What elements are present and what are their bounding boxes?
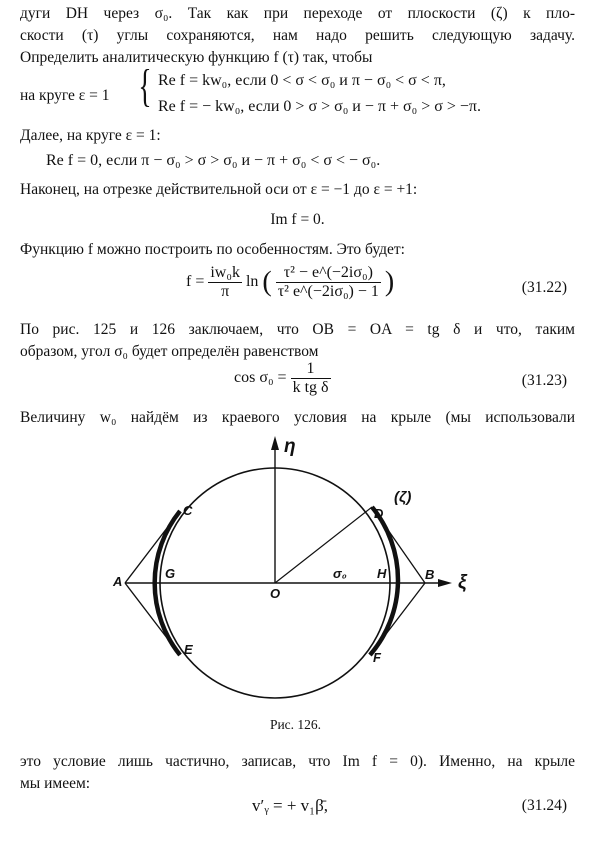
label-sigma0: σ₀	[333, 566, 347, 581]
arc-DF	[370, 507, 398, 655]
condition-im-zero: Im f = 0.	[270, 211, 325, 228]
equation-31-22	[186, 264, 394, 301]
eq23-frac-den: k tg δ	[292, 379, 329, 396]
label-E: E	[184, 642, 193, 657]
label-B: B	[425, 567, 435, 582]
label-C: C	[183, 503, 193, 518]
left-brace: {	[138, 60, 152, 111]
label-O: O	[270, 586, 281, 601]
eq22-arg-num: τ² − e^(−2iσ₀)	[276, 264, 381, 283]
text-line-9: Функцию f можно построить по особенностям. Это будет:	[20, 241, 405, 258]
label-F: F	[373, 650, 381, 665]
eq23-fraction	[291, 360, 331, 397]
text-line-1: дуги DH через σ₀. Так как при переходе от плоскости (ζ) к пло-	[20, 5, 575, 22]
label-xi: ξ	[458, 572, 467, 593]
system-prefix: на круге ε = 1	[20, 87, 110, 104]
eq23-frac-num: 1	[291, 360, 331, 379]
equation-31-24: v′ᵧ = + v₁β̄,	[252, 796, 328, 815]
eq22-arg-den: τ² e^(−2iσ₀) − 1	[277, 283, 379, 300]
figure-caption: Рис. 126.	[269, 717, 322, 732]
equation-number-31-24: (31.24)	[521, 797, 567, 814]
label-eta: η	[284, 436, 296, 457]
eq22-lhs: f =	[186, 273, 205, 291]
label-zeta: (ζ)	[394, 489, 412, 506]
condition-re-zero: Re f = 0, если π − σ₀ > σ > σ₀ и − π + σ₀ < σ < − σ₀.	[46, 152, 381, 169]
eq22-ln: ln	[245, 273, 259, 291]
radius-OD	[275, 507, 372, 583]
equation-31-23	[234, 360, 331, 397]
figure-126	[0, 430, 591, 715]
text-line-12: Величину w₀ найдём из краевого условия на крыле (мы использовали	[20, 409, 575, 426]
text-line-13: это условие лишь частично, записав, что Im f = 0). Именно, на крыле	[20, 753, 575, 770]
text-line-14: мы имеем:	[20, 775, 91, 792]
equation-number-31-22: (31.22)	[521, 279, 567, 296]
eq23-lhs: cos σ₀ =	[234, 369, 287, 387]
eta-arrow-icon	[271, 436, 279, 450]
label-D: D	[374, 506, 384, 521]
text-line-11: образом, угол σ₀ будет определён равенством	[20, 343, 319, 360]
eq22-coef-den: π	[221, 283, 230, 300]
text-line-7: Наконец, на отрезке действительной оси от ε = −1 до ε = +1:	[20, 181, 418, 198]
eq22-coefficient	[208, 264, 242, 301]
text-line-10: По рис. 125 и 126 заключаем, что OB = OA = tg δ и что, таким	[20, 321, 575, 338]
text-line-2: скости (τ) углы сохраняются, нам надо решить следующую задачу.	[20, 27, 575, 44]
eq22-argument	[276, 264, 381, 301]
text-line-5: Далее, на круге ε = 1:	[20, 127, 161, 144]
condition-a: Re f = kw₀, если 0 < σ < σ₀ и π − σ₀ < σ < π,	[158, 72, 446, 89]
label-A: A	[113, 574, 123, 589]
label-H: H	[377, 566, 387, 581]
xi-arrow-icon	[438, 579, 452, 587]
eq22-coef-num: iw₀k	[210, 264, 240, 281]
condition-b: Re f = − kw₀, если 0 > σ > σ₀ и − π + σ₀ > σ > −π.	[158, 98, 481, 115]
eq22-close-paren: )	[384, 266, 395, 298]
label-G: G	[165, 566, 176, 581]
eq22-open-paren: (	[262, 266, 272, 298]
text-line-3: Определить аналитическую функцию f (τ) так, чтобы	[20, 49, 373, 66]
equation-number-31-23: (31.23)	[521, 372, 567, 389]
